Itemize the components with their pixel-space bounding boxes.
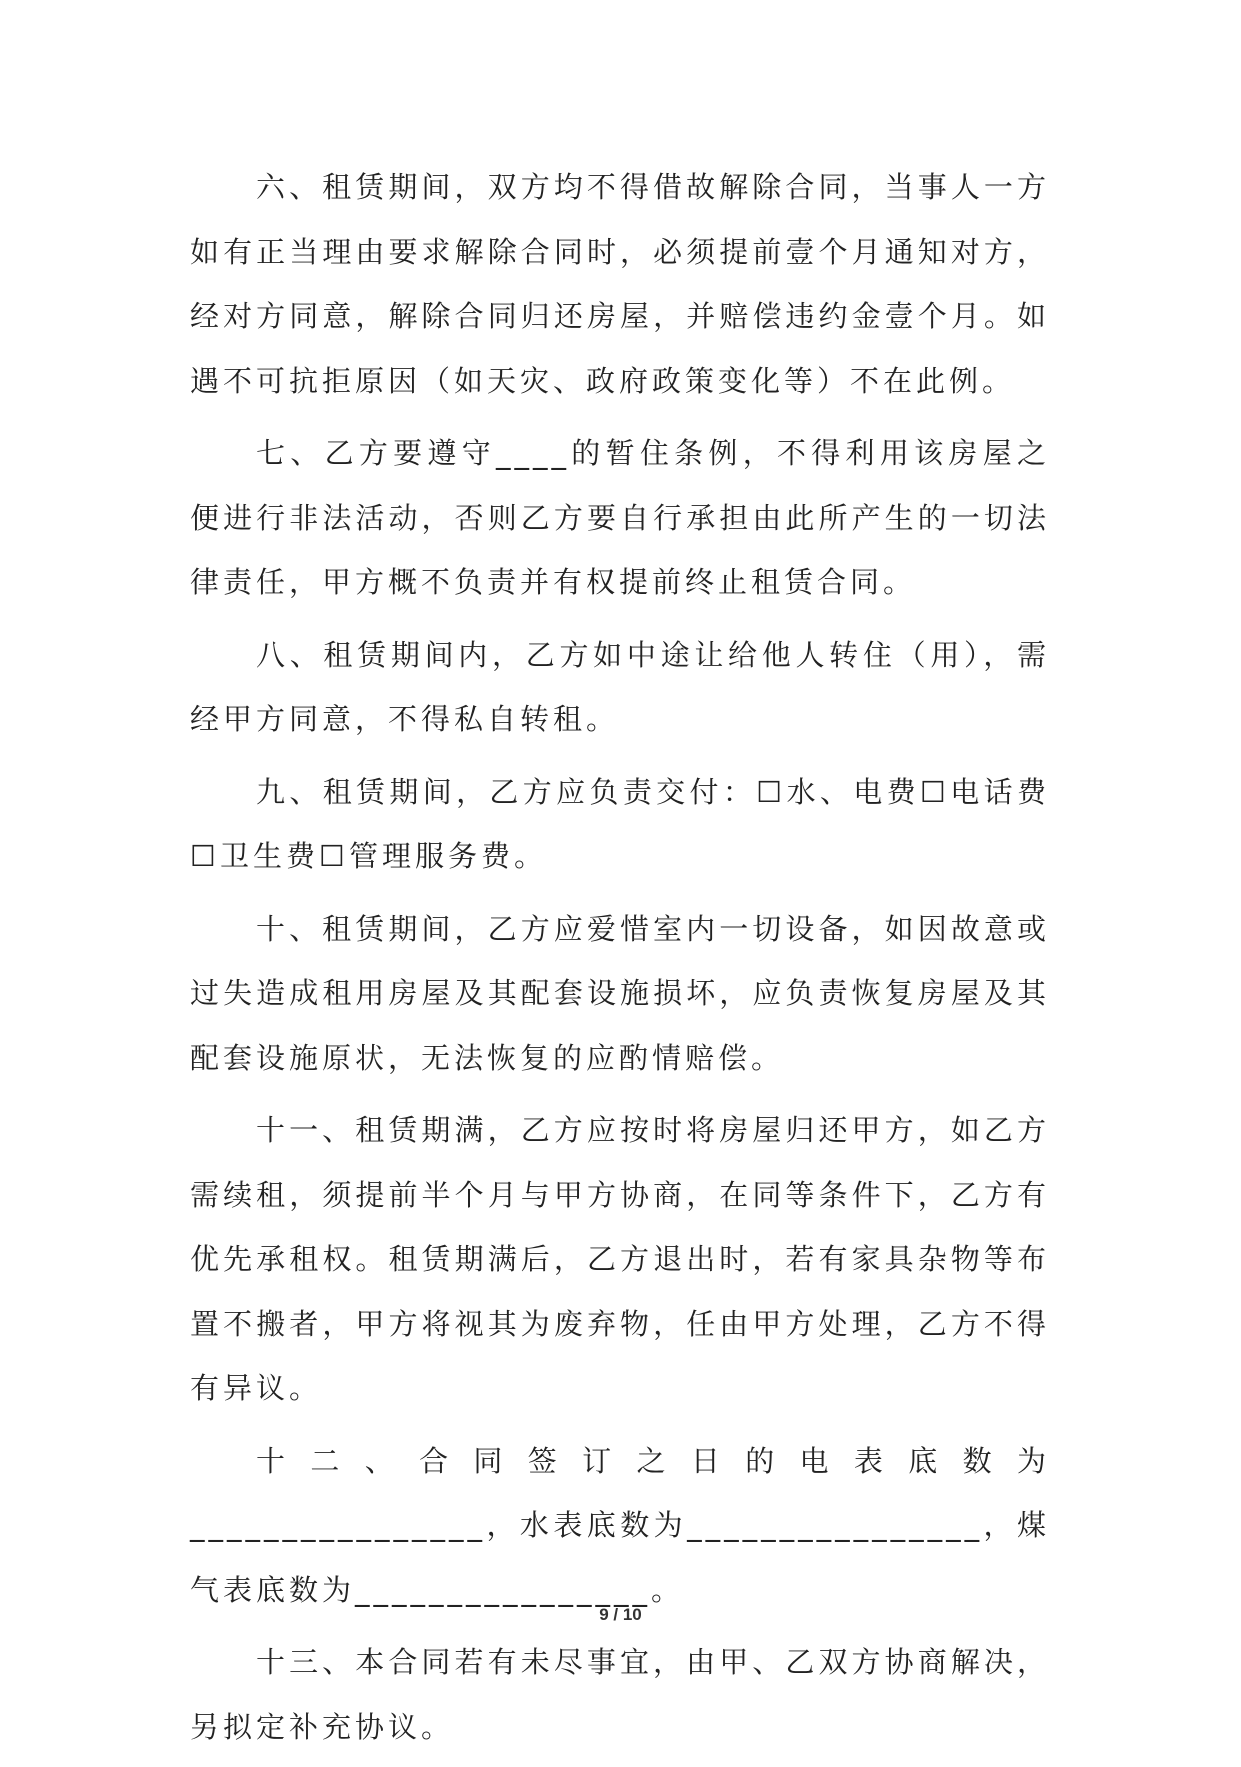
clause-10: 十、租赁期间，乙方应爱惜室内一切设备，如因故意或过失造成租用房屋及其配套设施损坏，应负责恢复房屋及其配套设施原状，无法恢复的应酌情赔偿。 [190,911,1050,1075]
clause-13: 十三、本合同若有未尽事宜，由甲、乙双方协商解决，另拟定补充协议。 [190,1645,1050,1744]
clause-7: 七、乙方要遵守____的暂住条例，不得利用该房屋之便进行非法活动，否则乙方要自行承担由此所产生的一切法律责任，甲方概不负责并有权提前终止租赁合同。 [190,436,1050,599]
clause-11: 十一、租赁期满，乙方应按时将房屋归还甲方，如乙方需续租，须提前半个月与甲方协商，在同等条件下，乙方有优先承租权。租赁期满后，乙方退出时，若有家具杂物等布置不搬者，甲方将视其为废弃物，任由甲方处理，乙方不得有异议。 [190,1113,1050,1405]
clause-6: 六、租赁期间，双方均不得借故解除合同，当事人一方如有正当理由要求解除合同时，必须提前壹个月通知对方，经对方同意，解除合同归还房屋，并赔偿违约金壹个月。如遇不可抗拒原因（如天灾、政府政策变化等）不在此例。 [190,170,1050,398]
clause-9: 九、租赁期间，乙方应负责交付：☐水、电费☐电话费☐卫生费☐管理服务费。 [190,774,1050,873]
clause-8: 八、租赁期间内，乙方如中途让给他人转住（用），需经甲方同意，不得私自转租。 [190,637,1050,736]
document-body [190,155,1050,1767]
page-number: 9 / 10 [599,1605,642,1624]
clause-12: 十二、合同签订之日的电表底数为________________，水表底数为________________，煤气表底数为________________。 [190,1443,1050,1607]
